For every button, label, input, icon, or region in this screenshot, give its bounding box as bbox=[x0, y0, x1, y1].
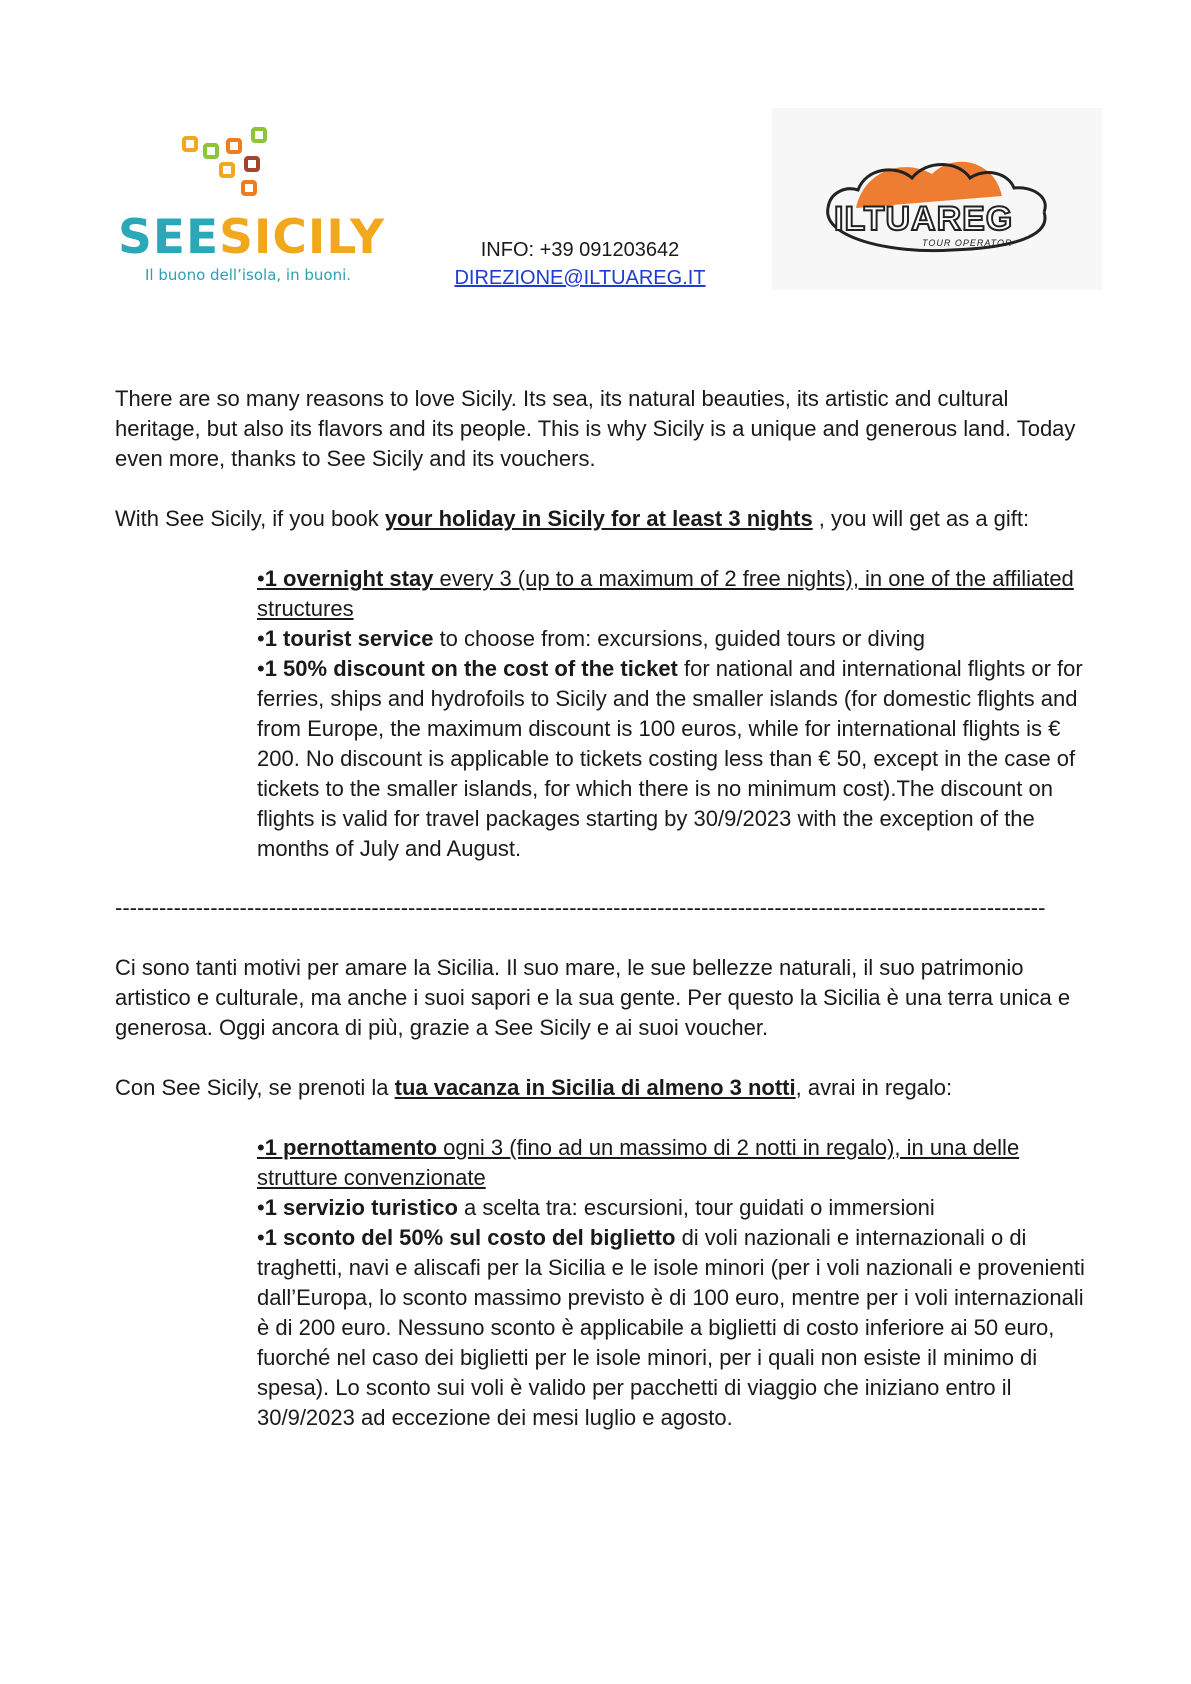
list-item: •1 sconto del 50% sul costo del biglietto di voli nazionali e internazionali o di traghetti, navi e aliscafi per la Sicilia e le isole minori (per i voli nazionali e provenienti dall’Europa, lo sconto massimo previsto è di 100 euro, mentre per i voli internazionali è di 200 euro. Nessuno sconto è applicabile a biglietti di costo inferiore ai 50 euro, fuorché nel caso dei biglietti per le isole minori, per i quali non esiste il minimo di spesa). Lo sconto sui voli è valido per pacchetti di viaggio che iniziano entro il 30/9/2023 ad eccezione dei mesi luglio e agosto. bbox=[257, 1225, 1085, 1430]
tuareg-logo-subtitle: TOUR OPERATOR bbox=[922, 238, 1013, 248]
see-sicily-wordmark: SEESICILY bbox=[118, 210, 386, 265]
list-item: •1 pernottamento ogni 3 (fino ad un massimo di 2 notti in regalo), in una delle strutture convenzionate bbox=[257, 1135, 1020, 1190]
logo-squares-icon bbox=[118, 126, 288, 206]
english-gift-list bbox=[257, 564, 1087, 864]
italian-offer-highlight: tua vacanza in Sicilia di almeno 3 notti bbox=[394, 1075, 796, 1100]
tuareg-sun-cloud-icon bbox=[772, 108, 1102, 290]
contact-info bbox=[430, 236, 730, 292]
list-item: •1 overnight stay every 3 (up to a maximum of 2 free nights), in one of the affiliated structures bbox=[257, 566, 1074, 621]
tuareg-logo-name: ILTUAREG bbox=[834, 200, 1014, 238]
english-intro-paragraph: There are so many reasons to love Sicily. Its sea, its natural beauties, its artistic and cultural heritage, but also its flavors and its people. This is why Sicily is a unique and generous land. Today even more, thanks to See Sicily and its vouchers. bbox=[115, 386, 1076, 471]
italian-intro-paragraph: Ci sono tanti motivi per amare la Sicilia. Il suo mare, le sue bellezze naturali, il suo patrimonio artistico e culturale, ma anche i suoi sapori e la sua gente. Per questo la Sicilia è una terra unica e generosa. Oggi ancora di più, grazie a See Sicily e ai suoi voucher. bbox=[115, 955, 1071, 1040]
italian-gift-list bbox=[257, 1133, 1087, 1433]
list-item: •1 50% discount on the cost of the ticket for national and international flights or for ferries, ships and hydrofoils to Sicily and the smaller islands (for domestic flights and from Europe, the maximum discount is 100 euros, while for international flights is € 200. No discount is applicable to tickets costing less than € 50, except in the case of tickets to the smaller islands, for which there is no minimum cost).The discount on flights is valid for travel packages starting by 30/9/2023 with the exception of the months of July and August. bbox=[257, 656, 1083, 861]
see-sicily-tagline: Il buono dell’isola, in buoni. bbox=[145, 266, 352, 284]
info-email-link[interactable]: DIREZIONE@ILTUAREG.IT bbox=[454, 267, 706, 289]
info-phone: INFO: +39 091203642 bbox=[480, 239, 680, 261]
list-item: •1 servizio turistico a scelta tra: escursioni, tour guidati o immersioni bbox=[257, 1195, 935, 1220]
see-sicily-logo bbox=[118, 126, 388, 286]
list-item: •1 tourist service to choose from: excursions, guided tours or diving bbox=[257, 626, 926, 651]
english-offer-line: With See Sicily, if you book your holiday in Sicily for at least 3 nights , you will get as a gift: bbox=[115, 506, 1030, 531]
italian-offer-line: Con See Sicily, se prenoti la tua vacanza in Sicilia di almeno 3 notti, avrai in regalo: bbox=[115, 1075, 953, 1100]
iltuareg-logo bbox=[772, 108, 1102, 290]
english-offer-highlight: your holiday in Sicily for at least 3 nights bbox=[384, 506, 813, 531]
section-separator: ------------------------------------------------------------------------------------------------------------------------------- bbox=[115, 895, 1046, 920]
